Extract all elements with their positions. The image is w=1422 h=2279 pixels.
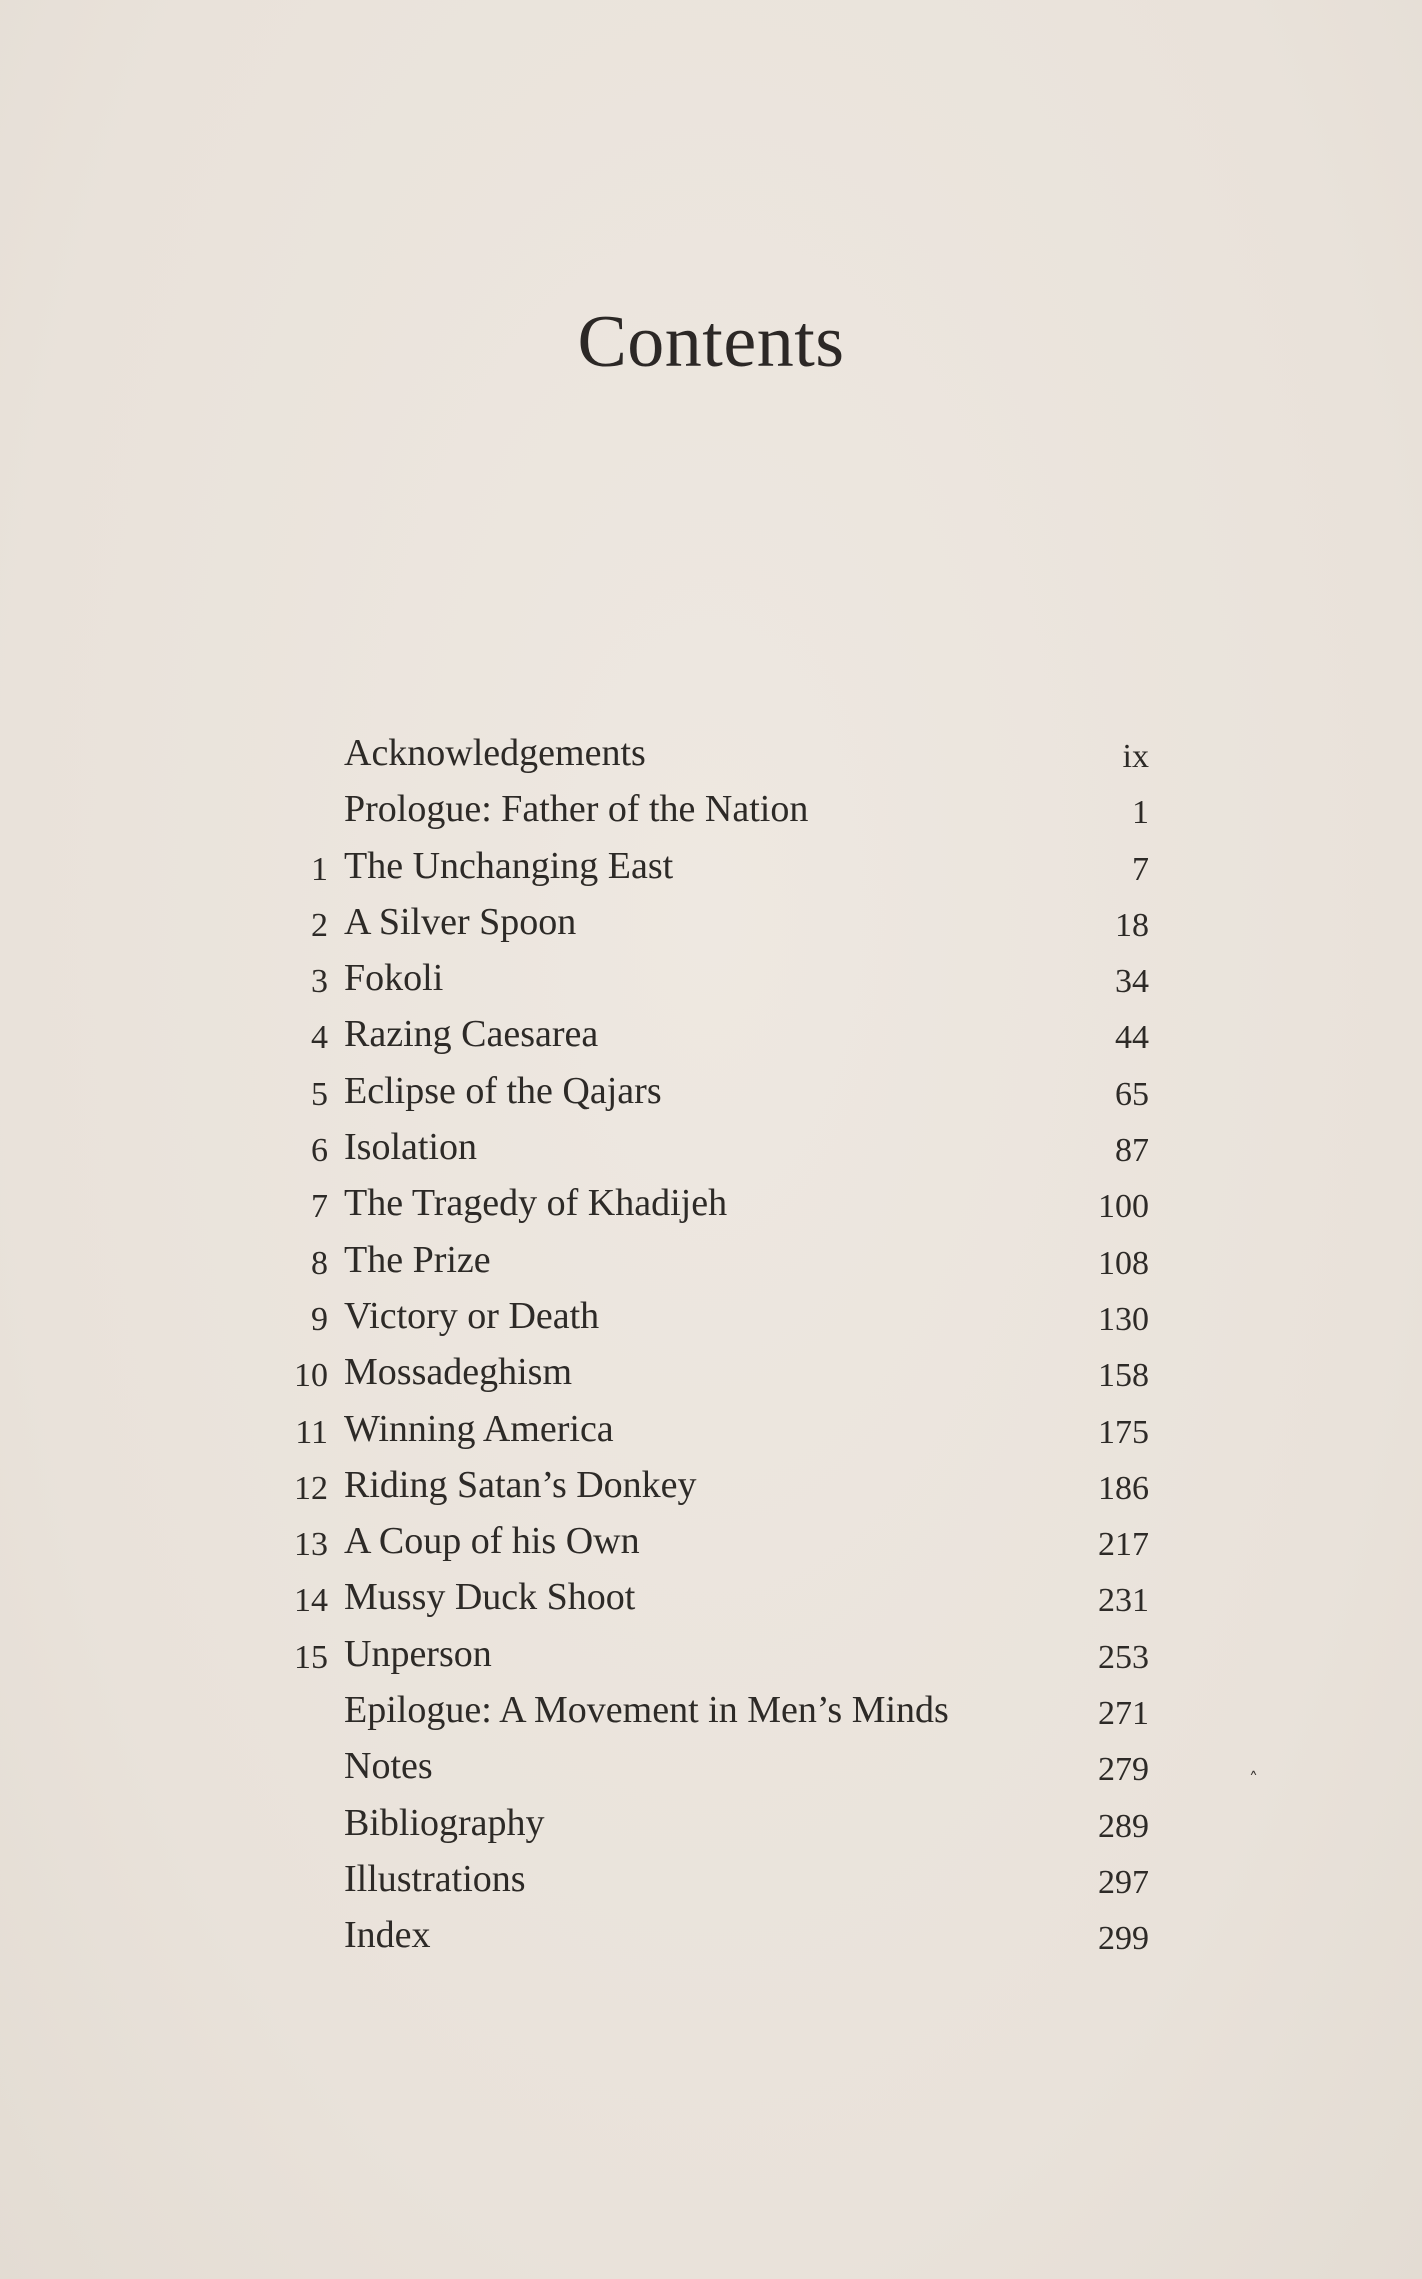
toc-entry (0, 1513, 1422, 1569)
chapter-title: Isolation (344, 1126, 477, 1169)
page-number: 18 (1115, 906, 1149, 944)
toc-entry (0, 1851, 1422, 1907)
page-number: 217 (1098, 1526, 1149, 1564)
chapter-title: Epilogue: A Movement in Men’s Minds (344, 1689, 949, 1732)
pencil-mark: ˄ (1249, 1769, 1258, 1790)
chapter-title: The Unchanging East (344, 844, 674, 887)
chapter-title: The Prize (344, 1238, 491, 1281)
chapter-title: Illustrations (344, 1857, 526, 1900)
toc-entry (0, 725, 1422, 781)
chapter-number: 3 (311, 963, 328, 1001)
chapter-title: Bibliography (344, 1801, 545, 1844)
toc-entry (0, 1119, 1422, 1175)
chapter-title: Unperson (344, 1632, 492, 1675)
chapter-number: 9 (311, 1300, 328, 1338)
chapter-title: The Tragedy of Khadijeh (344, 1182, 728, 1225)
chapter-title: A Coup of his Own (344, 1520, 640, 1563)
toc-entry (0, 1232, 1422, 1288)
toc-entry (0, 1006, 1422, 1062)
page-number: 231 (1098, 1582, 1149, 1620)
page-number: 175 (1098, 1413, 1149, 1451)
chapter-title: Fokoli (344, 957, 444, 1000)
chapter-number: 7 (311, 1188, 328, 1226)
chapter-title: Mussy Duck Shoot (344, 1576, 636, 1619)
page-number: 186 (1098, 1469, 1149, 1507)
chapter-title: Acknowledgements (344, 732, 646, 774)
chapter-title: Prologue: Father of the Nation (344, 788, 809, 831)
toc-entry (0, 1626, 1422, 1682)
page-number: 44 (1115, 1019, 1149, 1057)
toc-entry (0, 894, 1422, 950)
toc-entry (0, 1569, 1422, 1625)
chapter-number: 4 (311, 1019, 328, 1057)
page-number: 87 (1115, 1132, 1149, 1170)
page-number: ix (1122, 738, 1149, 775)
page-number: 130 (1098, 1300, 1149, 1338)
chapter-title: A Silver Spoon (344, 900, 577, 943)
toc-entry (0, 1907, 1422, 1963)
page-title: Contents (577, 301, 845, 383)
toc-entry (0, 1344, 1422, 1400)
toc-entry (0, 1175, 1422, 1231)
page-number: 289 (1098, 1807, 1149, 1845)
chapter-title: Mossadeghism (344, 1351, 572, 1394)
chapter-title: Victory or Death (344, 1294, 600, 1337)
chapter-number: 11 (295, 1413, 328, 1451)
toc-entry (0, 1063, 1422, 1119)
chapter-number: 2 (311, 906, 328, 944)
page-number: 299 (1098, 1920, 1149, 1958)
table-of-contents (0, 725, 1422, 1964)
toc-entry (0, 1457, 1422, 1513)
chapter-number: 5 (311, 1075, 328, 1113)
chapter-title: Eclipse of the Qajars (344, 1069, 662, 1112)
chapter-number: 15 (294, 1638, 328, 1676)
toc-entry (0, 950, 1422, 1006)
chapter-number: 14 (294, 1582, 328, 1620)
page-number: 253 (1098, 1638, 1149, 1676)
chapter-title: Index (344, 1914, 431, 1957)
page-number: 1 (1132, 794, 1149, 832)
page-number: 34 (1115, 963, 1149, 1001)
page-number: 271 (1098, 1695, 1149, 1733)
toc-entry (0, 1401, 1422, 1457)
toc-entry (0, 1795, 1422, 1851)
page-number: 108 (1098, 1244, 1149, 1282)
chapter-number: 6 (311, 1132, 328, 1170)
toc-entry (0, 1682, 1422, 1738)
page-number: 100 (1098, 1188, 1149, 1226)
chapter-title: Winning America (344, 1407, 614, 1450)
page-number: 279 (1098, 1751, 1149, 1789)
toc-entry (0, 1288, 1422, 1344)
chapter-title: Riding Satan’s Donkey (344, 1463, 697, 1506)
page-number: 65 (1115, 1075, 1149, 1113)
toc-entry (0, 1738, 1422, 1794)
toc-entry (0, 838, 1422, 894)
chapter-number: 13 (294, 1526, 328, 1564)
toc-entry (0, 781, 1422, 837)
chapter-title: Razing Caesarea (344, 1013, 599, 1056)
page-number: 7 (1132, 850, 1149, 888)
chapter-number: 1 (311, 850, 328, 888)
chapter-number: 8 (311, 1244, 328, 1282)
page-number: 297 (1098, 1863, 1149, 1901)
page-number: 158 (1098, 1357, 1149, 1395)
chapter-number: 10 (294, 1357, 328, 1395)
chapter-number: 12 (294, 1469, 328, 1507)
chapter-title: Notes (344, 1745, 433, 1788)
